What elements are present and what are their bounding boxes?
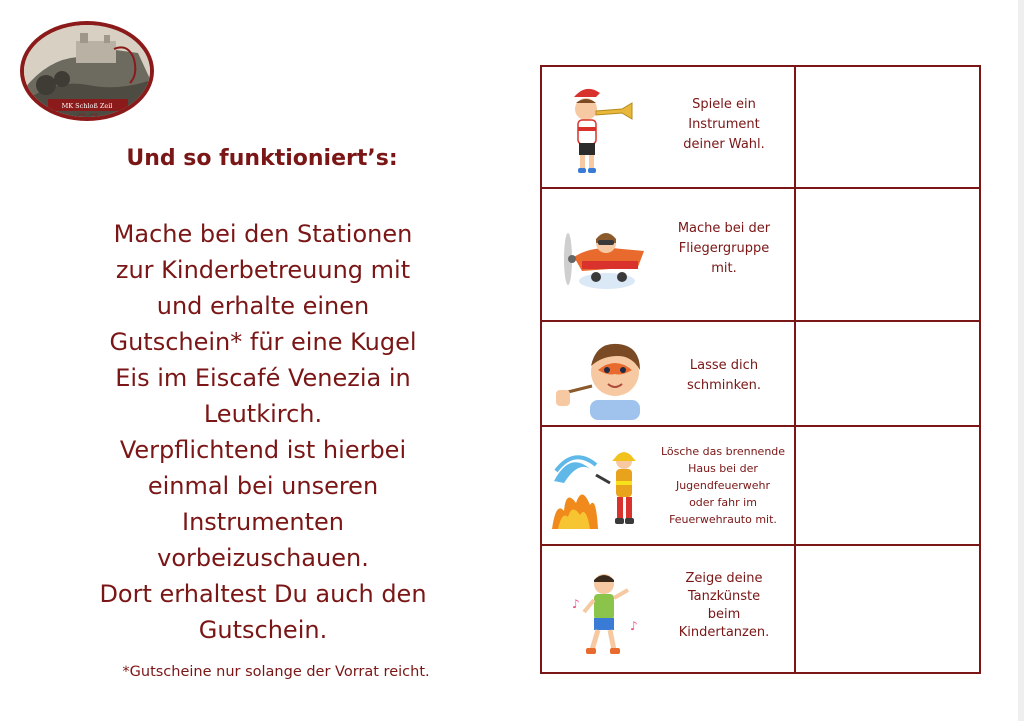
station-task-cell xyxy=(540,320,796,427)
instruction-line: Gutschein. xyxy=(198,616,328,644)
svg-text:♪: ♪ xyxy=(572,597,580,611)
instruction-line: Mache bei den Stationen xyxy=(113,220,413,248)
station-text: Mache bei der Fliegergruppe mit. xyxy=(677,221,771,276)
station-text: Spiele ein Instrument deiner Wahl. xyxy=(683,97,765,152)
instruction-line: vorbeizuschauen. xyxy=(157,544,369,572)
stamp-cell xyxy=(794,187,981,322)
instruction-line: Eis im Eiscafé Venezia in xyxy=(115,364,411,392)
instructions-text xyxy=(82,216,444,648)
station-row xyxy=(540,544,981,674)
logo xyxy=(18,19,156,123)
stamp-cell xyxy=(794,425,981,546)
station-task-cell xyxy=(540,65,796,189)
station-row xyxy=(540,320,981,427)
station-text: Lasse dich schminken. xyxy=(686,358,762,393)
station-task-cell xyxy=(540,187,796,322)
logo-emblem-icon xyxy=(18,19,156,123)
stamp-cell xyxy=(794,320,981,427)
logo-caption: MK Schloß Zeil xyxy=(61,102,113,110)
instruction-line: Gutschein* für eine Kugel xyxy=(109,328,417,356)
instruction-line: Dort erhaltest Du auch den xyxy=(99,580,427,608)
instruction-line: und erhalte einen xyxy=(156,292,370,320)
stamp-cell xyxy=(794,544,981,674)
instruction-line: einmal bei unseren xyxy=(147,472,379,500)
face-paint-child-icon xyxy=(552,330,657,420)
firefighter-icon xyxy=(550,441,655,531)
trumpet-boy-icon xyxy=(552,79,657,179)
station-row xyxy=(540,65,981,189)
stamp-cell xyxy=(794,65,981,189)
instruction-line: Verpflichtend ist hierbei xyxy=(119,436,407,464)
svg-text:♪: ♪ xyxy=(630,619,638,633)
station-text: Zeige deine Tanzkünste beim Kindertanzen. xyxy=(678,571,770,640)
logo-subcaption: 1898 · 1998 xyxy=(76,113,98,117)
station-row xyxy=(540,187,981,322)
instruction-line: Instrumenten xyxy=(181,508,345,536)
station-task-cell xyxy=(540,544,796,674)
instruction-line: Leutkirch. xyxy=(203,400,323,428)
page-heading: Und so funktioniert’s: xyxy=(126,146,398,171)
station-text: Lösche das brennende Haus bei der Jugendfeuerwehr oder fahr im Feuerwehrauto mit. xyxy=(660,445,786,526)
station-task-cell xyxy=(540,425,796,546)
station-table xyxy=(540,65,981,674)
page-edge xyxy=(1018,0,1024,721)
station-row xyxy=(540,425,981,546)
airplane-pilot-icon xyxy=(552,211,657,301)
footnote: *Gutscheine nur solange der Vorrat reicht. xyxy=(122,664,430,680)
instruction-line: zur Kinderbetreuung mit xyxy=(115,256,411,284)
